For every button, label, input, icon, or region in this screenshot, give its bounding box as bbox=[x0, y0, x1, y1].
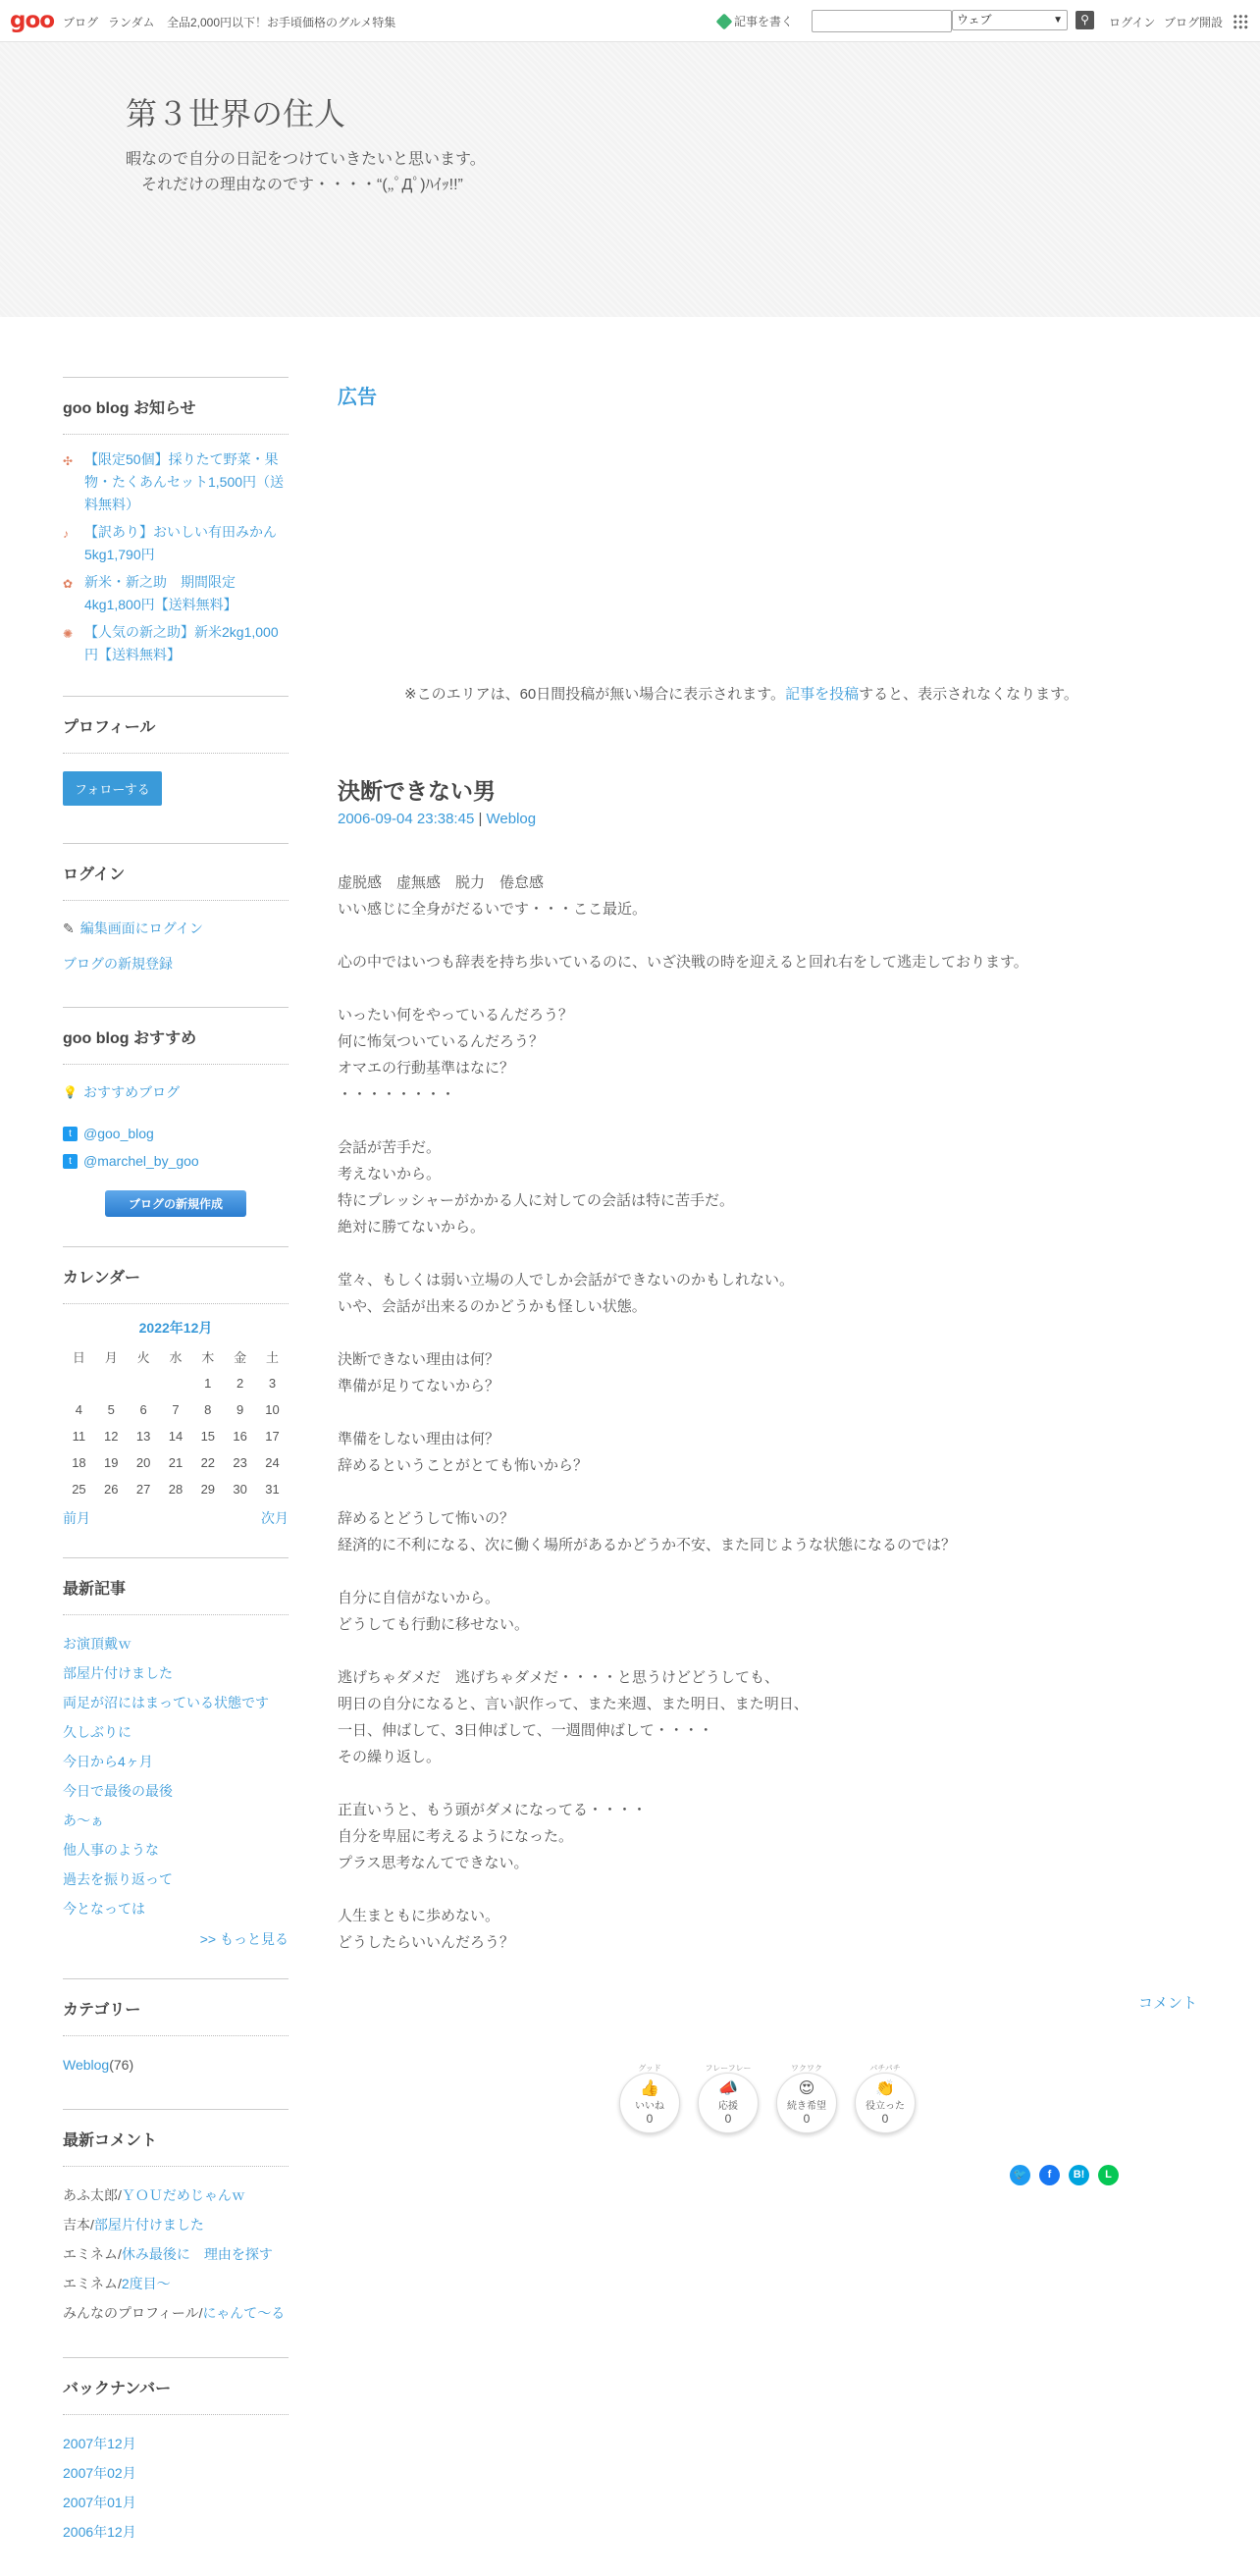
calendar-day: 17 bbox=[265, 1429, 280, 1444]
entry-line: ・・・・・・・・ bbox=[338, 1086, 456, 1103]
calendar-day: 20 bbox=[135, 1455, 151, 1470]
notices-list bbox=[63, 448, 289, 666]
backnumber-link[interactable]: 2007年01月 bbox=[63, 2495, 136, 2510]
new-blog-register-link[interactable]: ブログの新規登録 bbox=[63, 956, 173, 972]
recent-article-link[interactable]: 今となっては bbox=[63, 1901, 145, 1917]
reaction-emoji-icon: 👏 bbox=[875, 2079, 895, 2097]
entry-paragraph bbox=[338, 1267, 1197, 1320]
calendar-table bbox=[63, 1343, 289, 1502]
reaction-count: 0 bbox=[724, 2111, 732, 2126]
lightbulb-icon: 💡 bbox=[63, 1085, 78, 1099]
comment-author: 吉本/ bbox=[63, 2217, 94, 2233]
login-heading: ログイン bbox=[63, 844, 289, 901]
ad-note bbox=[404, 683, 1078, 704]
reaction-emoji-icon: 👍 bbox=[640, 2079, 659, 2097]
calendar-day: 9 bbox=[236, 1402, 244, 1417]
recent-comment bbox=[63, 2269, 289, 2298]
notice-icon: ♪ bbox=[63, 527, 69, 541]
search-input[interactable] bbox=[812, 10, 952, 32]
comment-link[interactable]: コメント bbox=[1137, 1995, 1197, 2012]
comments-section bbox=[63, 2109, 289, 2328]
calendar-day: 27 bbox=[135, 1482, 151, 1497]
calendar-weekday: 火 bbox=[136, 1350, 150, 1365]
reaction-count: 0 bbox=[881, 2111, 889, 2126]
facebook-icon[interactable]: f bbox=[1039, 2165, 1060, 2185]
entry-line: 辞めるとどうして怖いの？ bbox=[338, 1510, 515, 1527]
calendar-day: 1 bbox=[204, 1376, 212, 1391]
twitter-marchel-link[interactable]: @marchel_by_goo bbox=[83, 1153, 199, 1169]
notices-heading: goo blog お知らせ bbox=[63, 378, 289, 435]
entry-line: 一日、伸ばして、3日伸ばして、一週間伸ばして・・・・ bbox=[338, 1722, 713, 1739]
reaction-button[interactable] bbox=[854, 2063, 917, 2133]
category-link[interactable]: Weblog bbox=[63, 2057, 110, 2073]
comment-author: みんなのプロフィール/ bbox=[63, 2305, 203, 2321]
reaction-circle[interactable] bbox=[855, 2073, 916, 2133]
recent-comment bbox=[63, 2298, 289, 2328]
recent-article-link[interactable]: 部屋片付けました bbox=[63, 1665, 173, 1681]
chevron-down-icon: ▼ bbox=[1053, 15, 1063, 26]
entry-line: 準備が足りてないから？ bbox=[338, 1378, 500, 1394]
recent-comment bbox=[63, 2210, 289, 2239]
calendar-week bbox=[63, 1423, 289, 1449]
recommend-heading: goo blog おすすめ bbox=[63, 1008, 289, 1065]
reaction-caption: フレーフレー bbox=[705, 2064, 752, 2073]
entry-paragraph bbox=[338, 1664, 1197, 1770]
reaction-button[interactable] bbox=[775, 2063, 838, 2133]
notice-item[interactable] bbox=[63, 571, 289, 616]
entry-line: 辞めるということがとても怖いから？ bbox=[338, 1457, 589, 1474]
notice-link[interactable]: 新米・新之助 期間限定4kg1,800円【送料無料】 bbox=[84, 574, 237, 612]
calendar-day: 2 bbox=[236, 1376, 244, 1391]
calendar-week bbox=[63, 1396, 289, 1423]
entry-line: 心の中ではいつも辞表を持ち歩いているのに、いざ決戦の時を迎えると回れ右をして逃走しております。 bbox=[338, 954, 1028, 971]
entry-line: 会話が苦手だ。 bbox=[338, 1139, 442, 1156]
profile-heading: プロフィール bbox=[63, 697, 289, 754]
notice-item[interactable] bbox=[63, 521, 289, 566]
write-article-button[interactable] bbox=[718, 13, 793, 29]
login-section bbox=[63, 843, 289, 977]
reaction-circle[interactable] bbox=[698, 2073, 759, 2133]
calendar-day: 18 bbox=[72, 1455, 86, 1470]
reaction-emoji-icon: 😍 bbox=[798, 2079, 815, 2097]
reaction-caption: ワクワク bbox=[791, 2064, 822, 2073]
entry-line: 人生まともに歩めない。 bbox=[338, 1908, 500, 1924]
calendar-section bbox=[63, 1246, 289, 1528]
twitter-goo-blog-link[interactable]: @goo_blog bbox=[83, 1126, 154, 1141]
entry-line: オマエの行動基準はなに？ bbox=[338, 1060, 515, 1077]
more-link[interactable]: >> もっと見る bbox=[199, 1931, 289, 1947]
recent-list bbox=[63, 1629, 289, 1923]
entry-paragraph bbox=[338, 1426, 1197, 1479]
backnumber-link[interactable]: 2007年12月 bbox=[63, 2436, 136, 2451]
search-icon: ⚲ bbox=[1080, 13, 1089, 26]
entry-line: 特にプレッシャーがかかる人に対しての会話は特に苦手だ。 bbox=[338, 1192, 734, 1209]
recent-heading: 最新記事 bbox=[63, 1558, 289, 1615]
comment-author: あふ太郎/ bbox=[63, 2187, 122, 2203]
backnumber-heading: バックナンバー bbox=[63, 2358, 289, 2415]
calendar-day: 19 bbox=[104, 1455, 119, 1470]
comment-article-link[interactable]: 休み最後に 理由を探す bbox=[121, 2246, 273, 2262]
comment-author: エミネム/ bbox=[63, 2246, 122, 2262]
calendar-day: 10 bbox=[265, 1402, 280, 1417]
calendar-month[interactable]: 2022年12月 bbox=[138, 1320, 213, 1336]
notice-icon: ✺ bbox=[63, 627, 74, 641]
ad-heading: 広告 bbox=[338, 387, 377, 408]
reaction-label: 応援 bbox=[718, 2100, 738, 2112]
calendar-day: 4 bbox=[75, 1402, 83, 1417]
reaction-caption: グッド bbox=[638, 2064, 661, 2073]
pencil-icon bbox=[716, 13, 733, 29]
calendar-day: 13 bbox=[135, 1429, 151, 1444]
recent-article-link[interactable]: あ～ぁ bbox=[63, 1813, 104, 1828]
ad-note-text-tail: すると、表示されなくなります。 bbox=[859, 686, 1078, 703]
calendar-day: 30 bbox=[233, 1482, 247, 1497]
recent-article-link[interactable]: 両足が沼にはまっている状態です bbox=[63, 1695, 269, 1710]
entry-line: 経済的に不利になる、次に働く場所があるかどうか不安、また同じような状態になるのでは？ bbox=[338, 1537, 957, 1553]
calendar-prev-link[interactable]: 前月 bbox=[63, 1510, 90, 1526]
calendar-day: 6 bbox=[139, 1402, 147, 1417]
entry-paragraph bbox=[338, 869, 1197, 922]
comment-author: エミネム/ bbox=[63, 2276, 122, 2291]
calendar-day: 26 bbox=[104, 1482, 119, 1497]
notice-link[interactable]: 【限定50個】採りたて野菜・果物・たくあんセット1,500円（送料無料） bbox=[84, 451, 285, 512]
recommend-blog-link[interactable]: おすすめブログ bbox=[82, 1084, 181, 1100]
entry-line: 堂々、もしくは弱い立場の人でしか会話ができないのかもしれない。 bbox=[338, 1272, 795, 1288]
comment-article-link[interactable]: にゃんて～る bbox=[202, 2305, 286, 2321]
hatena-bookmark-icon[interactable]: B! bbox=[1069, 2165, 1089, 2185]
entry-title[interactable]: 決断できない男 bbox=[338, 778, 496, 804]
search-scope-select[interactable] bbox=[952, 10, 1068, 30]
follow-button[interactable]: フォローする bbox=[63, 771, 162, 806]
calendar-heading: カレンダー bbox=[63, 1247, 289, 1304]
entry-paragraph bbox=[338, 949, 1197, 975]
blog-description-line1: 暇なので自分の日記をつけていきたいと思います。 bbox=[126, 151, 486, 168]
entry-line: いや、会話が出来るのかどうかも怪しい状態。 bbox=[338, 1298, 647, 1315]
calendar-weekday: 水 bbox=[169, 1350, 183, 1365]
calendar-weekday: 日 bbox=[72, 1350, 85, 1365]
entry-line: 自分を卑屈に考えるようになった。 bbox=[338, 1828, 574, 1845]
calendar-day: 5 bbox=[107, 1402, 115, 1417]
calendar-day bbox=[128, 1370, 160, 1396]
backnumber-list bbox=[63, 2429, 289, 2547]
calendar-weekday: 月 bbox=[104, 1350, 118, 1365]
entry-body bbox=[338, 869, 1197, 1982]
promo-link[interactable]: 全品2,000円以下！お手頃価格のグルメ特集 bbox=[167, 16, 396, 29]
search-scope-value: ウェブ bbox=[957, 13, 992, 26]
blog-header bbox=[0, 42, 1260, 317]
entry-line: 何に怖気ついているんだろう？ bbox=[338, 1033, 545, 1050]
reaction-circle[interactable] bbox=[776, 2073, 837, 2133]
search-button[interactable] bbox=[1076, 11, 1094, 29]
line-icon[interactable]: L bbox=[1098, 2165, 1119, 2185]
comments-list bbox=[63, 2181, 289, 2328]
notice-icon: ✣ bbox=[63, 454, 74, 468]
category-count: (76) bbox=[109, 2057, 134, 2073]
entry-meta-separator: | bbox=[474, 811, 487, 827]
entry-date-link[interactable]: 2006-09-04 23:38:45 bbox=[338, 811, 475, 827]
recent-article-link[interactable]: 今日で最後の最後 bbox=[63, 1783, 173, 1799]
post-article-link[interactable]: 記事を投稿 bbox=[785, 686, 860, 703]
calendar-weekday: 土 bbox=[266, 1350, 280, 1365]
notice-icon: ✿ bbox=[63, 577, 74, 591]
entry-meta bbox=[338, 811, 536, 827]
calendar-weekday: 金 bbox=[234, 1350, 247, 1365]
reaction-count: 0 bbox=[803, 2111, 811, 2126]
entry-line: どうしても行動に移せない。 bbox=[338, 1616, 530, 1633]
pen-icon: ✎ bbox=[63, 920, 75, 936]
comments-heading: 最新コメント bbox=[63, 2110, 289, 2167]
calendar-day: 28 bbox=[168, 1482, 184, 1497]
recent-article-link[interactable]: 久しぶりに bbox=[63, 1724, 131, 1740]
calendar-day: 23 bbox=[233, 1455, 247, 1470]
twitter-icon: t bbox=[63, 1127, 78, 1141]
edit-login-label[interactable]: 編集画面にログイン bbox=[79, 920, 204, 936]
category-section bbox=[63, 1978, 289, 2079]
nav-random-link[interactable]: ランダム bbox=[108, 16, 155, 29]
calendar-day bbox=[95, 1370, 128, 1396]
backnumber-link[interactable]: 2007年02月 bbox=[63, 2465, 136, 2481]
notices-section bbox=[63, 377, 289, 666]
reaction-emoji-icon: 📣 bbox=[718, 2079, 738, 2097]
comment-article-link[interactable]: 部屋片付けました bbox=[93, 2217, 204, 2233]
recommend-section bbox=[63, 1007, 289, 1217]
twitter-icon: t bbox=[63, 1154, 78, 1169]
category-heading: カテゴリー bbox=[63, 1979, 289, 2036]
entry-line: いったい何をやっているんだろう？ bbox=[338, 1007, 574, 1024]
blog-title[interactable]: 第３世界の住人 bbox=[126, 96, 346, 131]
recent-comment bbox=[63, 2239, 289, 2269]
calendar-day: 14 bbox=[168, 1429, 184, 1444]
calendar-week bbox=[63, 1476, 289, 1502]
entry-line: 自分に自信がないから。 bbox=[338, 1590, 500, 1606]
reaction-circle[interactable] bbox=[619, 2073, 680, 2133]
entry-line: いい感じに全身がだるいです・・・ここ最近。 bbox=[338, 901, 648, 918]
entry-line: 決断できない理由は何？ bbox=[338, 1351, 500, 1368]
entry-line: プラス思考なんてできない。 bbox=[338, 1855, 529, 1871]
write-article-label: 記事を書く bbox=[734, 15, 794, 28]
calendar-day: 25 bbox=[72, 1482, 86, 1497]
notice-link[interactable]: 【人気の新之助】新米2kg1,000円【送料無料】 bbox=[84, 624, 279, 662]
blog-description-line2: それだけの理由なのです・・・・“(„ﾟДﾟ)ﾊｲｯ!!” bbox=[141, 177, 463, 193]
entry-paragraph bbox=[338, 1797, 1197, 1876]
entry-line: 考えないから。 bbox=[338, 1166, 442, 1183]
calendar-day: 3 bbox=[268, 1376, 277, 1391]
calendar-day: 29 bbox=[200, 1482, 216, 1497]
open-blog-link[interactable]: ブログ開設 bbox=[1164, 16, 1224, 29]
login-link[interactable]: ログイン bbox=[1109, 16, 1156, 29]
entry-line: その繰り返し。 bbox=[338, 1749, 442, 1765]
entry-paragraph bbox=[338, 1585, 1197, 1638]
reaction-button[interactable] bbox=[618, 2063, 681, 2133]
entry-line: 逃げちゃダメだ 逃げちゃダメだ・・・・と思うけどどうしても、 bbox=[338, 1669, 780, 1686]
calendar-day bbox=[63, 1370, 95, 1396]
backnumber-section bbox=[63, 2357, 289, 2547]
backnumber-link[interactable]: 2006年12月 bbox=[63, 2524, 136, 2540]
calendar-day: 16 bbox=[233, 1429, 247, 1444]
calendar-week bbox=[63, 1449, 289, 1476]
reaction-label: 役立った bbox=[866, 2100, 905, 2112]
entry-line: どうしたらいいんだろう？ bbox=[338, 1934, 515, 1951]
calendar-day: 21 bbox=[168, 1455, 184, 1470]
reaction-count: 0 bbox=[646, 2111, 654, 2126]
entry-paragraph bbox=[338, 1346, 1197, 1399]
calendar-day bbox=[160, 1370, 192, 1396]
sidebar bbox=[63, 377, 289, 2576]
comment-article-link[interactable]: ＹＯＵだめじゃんｗ bbox=[121, 2187, 245, 2203]
entry-category-link[interactable]: Weblog bbox=[486, 811, 537, 827]
entry-line: 正直いうと、もう頭がダメになってる・・・・ bbox=[338, 1802, 648, 1818]
edit-login-link[interactable] bbox=[63, 915, 289, 942]
calendar-day: 22 bbox=[200, 1455, 216, 1470]
ad-note-text: ※このエリアは、60日間投稿が無い場合に表示されます。 bbox=[404, 686, 786, 703]
calendar-day: 24 bbox=[265, 1455, 280, 1470]
recent-article-link[interactable]: お演頂戴ｗ bbox=[63, 1636, 131, 1652]
calendar-weekday: 木 bbox=[201, 1350, 215, 1365]
reaction-caption: パチパチ bbox=[869, 2064, 901, 2073]
recent-article-link[interactable]: 過去を振り返って bbox=[63, 1871, 173, 1887]
reaction-buttons bbox=[618, 2063, 917, 2133]
entry-paragraph bbox=[338, 1134, 1197, 1240]
calendar-next-link[interactable]: 次月 bbox=[261, 1510, 289, 1526]
reaction-label: いいね bbox=[635, 2100, 664, 2112]
share-buttons bbox=[1010, 2165, 1119, 2185]
recent-section bbox=[63, 1557, 289, 1949]
entry-paragraph bbox=[338, 1002, 1197, 1108]
calendar-week bbox=[63, 1370, 289, 1396]
recent-article-link[interactable]: 他人事のような bbox=[63, 1842, 159, 1858]
recent-comment bbox=[63, 2181, 289, 2210]
calendar-day: 7 bbox=[172, 1402, 180, 1417]
app-grid-icon[interactable] bbox=[1233, 14, 1248, 29]
entry-paragraph bbox=[338, 1903, 1197, 1956]
entry-line: 虚脱感 虚無感 脱力 倦怠感 bbox=[338, 874, 545, 891]
top-bar bbox=[0, 0, 1260, 42]
reaction-button[interactable] bbox=[697, 2063, 760, 2133]
entry-line: 絶対に勝てないから。 bbox=[338, 1219, 486, 1235]
profile-section bbox=[63, 696, 289, 814]
create-new-blog-button[interactable]: ブログの新規作成 bbox=[105, 1190, 246, 1217]
entry-line: 明日の自分になると、言い訳作って、また来週、また明日、また明日、 bbox=[338, 1696, 809, 1712]
calendar-day: 11 bbox=[72, 1429, 86, 1444]
entry-paragraph bbox=[338, 1505, 1197, 1558]
notice-item[interactable] bbox=[63, 448, 289, 516]
main-content bbox=[338, 377, 1197, 2181]
comment-article-link[interactable]: 2度目～ bbox=[121, 2276, 171, 2291]
twitter-icon[interactable]: 🐦 bbox=[1010, 2165, 1030, 2185]
calendar-day: 31 bbox=[265, 1482, 280, 1497]
calendar-day: 15 bbox=[200, 1429, 216, 1444]
reaction-label: 続き希望 bbox=[787, 2100, 826, 2112]
recent-article-link[interactable]: 今日から4ヶ月 bbox=[63, 1754, 153, 1769]
calendar-day: 8 bbox=[204, 1402, 212, 1417]
notice-item[interactable] bbox=[63, 621, 289, 666]
calendar-day: 12 bbox=[104, 1429, 119, 1444]
goo-logo[interactable]: goo bbox=[10, 8, 55, 33]
entry-line: 準備をしない理由は何？ bbox=[338, 1431, 500, 1447]
notice-link[interactable]: 【訳あり】おいしい有田みかん5kg1,790円 bbox=[84, 524, 277, 562]
nav-blog-link[interactable]: ブログ bbox=[63, 16, 99, 29]
